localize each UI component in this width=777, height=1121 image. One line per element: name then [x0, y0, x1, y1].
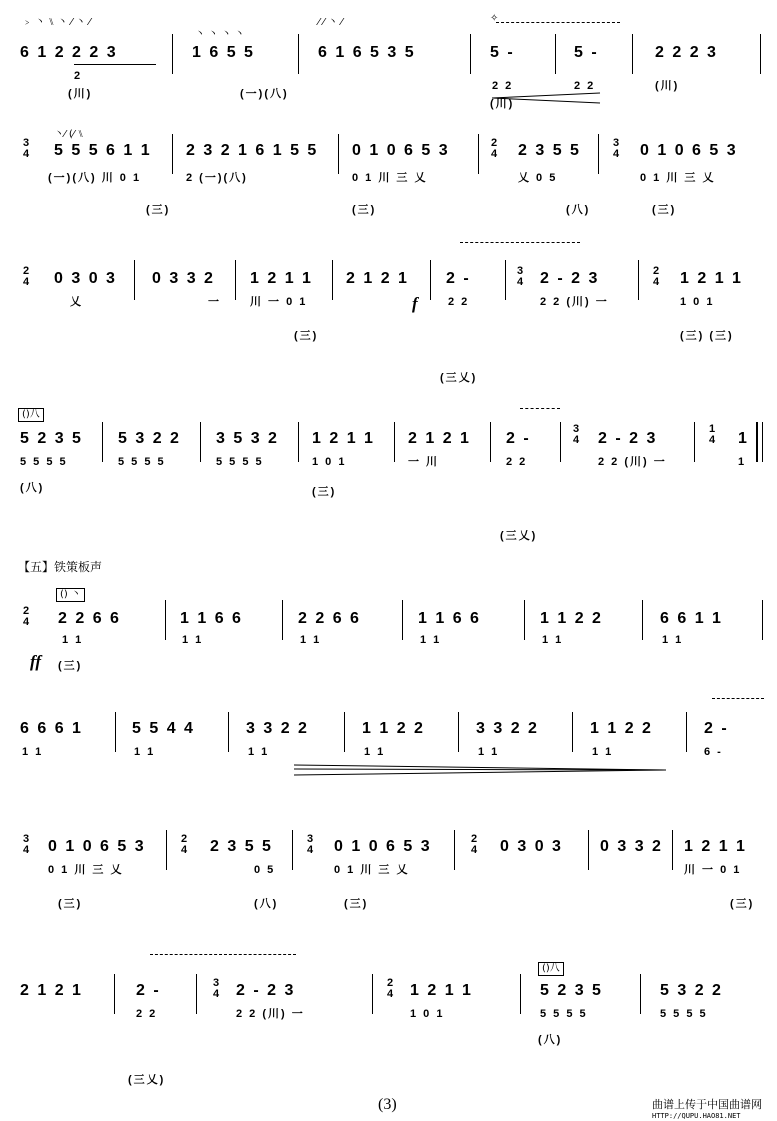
section-bracket: 【五】 — [18, 560, 55, 574]
measure-5-extra: (八) — [538, 1034, 563, 1046]
time-signature-3-4: 3 4 — [212, 977, 220, 1000]
measure-2-upper: 2 3 2 1 6 1 5 5 — [186, 142, 319, 159]
star-mark: ✧ — [490, 13, 499, 24]
measure-4-upper: 1 1 2 2 — [362, 720, 425, 737]
time-signature-2-4: 2 4 — [386, 977, 394, 1000]
double-barline-thin — [762, 422, 763, 462]
measure-4-lower: 1 0 1 — [312, 456, 347, 468]
barline — [572, 712, 573, 752]
tremolo-dashed-line — [496, 22, 620, 23]
measure-3-upper: 2 - 2 3 — [236, 982, 296, 999]
measure-1-upper: 5 5 5 6 1 1 — [54, 142, 152, 159]
measure-3-lower: 1 1 — [300, 634, 322, 646]
measure-5-upper: 0 1 0 6 5 3 — [640, 142, 738, 159]
dynamic-fortissimo: ff — [30, 652, 42, 671]
measure-1-extra: (三) — [58, 660, 83, 672]
time-signature-3-4: 3 4 — [22, 833, 30, 856]
measure-3-upper: 6 1 6 5 3 5 — [318, 44, 416, 61]
measure-6-upper: 2 2 2 3 — [655, 44, 718, 61]
tremolo-dashed-line — [520, 408, 560, 409]
measure-6-upper: 1 2 1 1 — [684, 838, 747, 855]
measure-3-lower: 川 一 0 1 — [250, 296, 308, 308]
watermark-url: HTTP://QUPU.HAO81.NET — [652, 1112, 741, 1120]
barline — [672, 830, 673, 870]
barline — [228, 712, 229, 752]
measure-8-upper: 1 — [738, 430, 749, 447]
barline — [598, 134, 599, 174]
measure-4-upper: 2 1 2 1 — [346, 270, 409, 287]
time-signature-2-4: 2 4 — [470, 833, 478, 856]
barline — [762, 600, 763, 640]
measure-3-lower: 0 1 川 三 乂 — [352, 172, 428, 184]
measure-6-lower: 1 1 — [662, 634, 684, 646]
barline — [394, 422, 395, 462]
barline — [588, 830, 589, 870]
measure-4-lower: 乂 0 5 — [518, 172, 558, 184]
measure-2-lower: 2 (一)(八) — [186, 172, 248, 184]
measure-6-upper: 2 - 2 3 — [540, 270, 600, 287]
measure-2-upper: 1 6 5 5 — [192, 44, 255, 61]
barline — [638, 260, 639, 300]
measure-5-extra: (三乂) — [440, 372, 478, 384]
measure-3-lower: 0 1 川 三 乂 — [334, 864, 410, 876]
barline — [134, 260, 135, 300]
boxed-mark-2: () 丶 — [56, 588, 85, 602]
decrescendo-hairpin — [294, 764, 668, 776]
barline — [372, 974, 373, 1014]
barline — [642, 600, 643, 640]
measure-7-upper: 2 - 2 3 — [598, 430, 658, 447]
measure-2-lower: 0 5 — [254, 864, 276, 876]
measure-1-upper: 6 6 6 1 — [20, 720, 83, 737]
barline — [490, 422, 491, 462]
measure-6-extra: (三) — [730, 898, 755, 910]
measure-4-lower: 1 1 — [420, 634, 442, 646]
section-title: 铁策板声 — [54, 560, 103, 574]
time-signature-2-4: 2 4 — [22, 605, 30, 628]
measure-5-upper: 0 3 3 2 — [600, 838, 663, 855]
measure-5-lower: 1 1 — [478, 746, 500, 758]
barline — [332, 260, 333, 300]
barline — [470, 34, 471, 74]
measure-6-upper: 5 3 2 2 — [660, 982, 723, 999]
barline — [166, 830, 167, 870]
barline — [478, 134, 479, 174]
measure-2-extra: (一)(八) — [240, 88, 289, 100]
time-signature-3-4: 3 4 — [572, 423, 580, 446]
time-signature-3-4: 3 4 — [306, 833, 314, 856]
measure-1-upper: 5 2 3 5 — [20, 430, 83, 447]
measure-2-lower: 5 5 5 5 — [118, 456, 166, 468]
barline — [344, 712, 345, 752]
measure-6-lower: 1 1 — [592, 746, 614, 758]
barline — [560, 422, 561, 462]
measure-1-lower: 0 1 川 三 乂 — [48, 864, 124, 876]
measure-5-lower: 2 2 — [448, 296, 470, 308]
measure-3-lower: 5 5 5 5 — [216, 456, 264, 468]
measure-1-lower: 2 — [74, 70, 83, 82]
measure-2-upper: 5 5 4 4 — [132, 720, 195, 737]
time-signature-3-4: 3 4 — [516, 265, 524, 288]
measure-1-upper: 0 3 0 3 — [54, 270, 117, 287]
barline — [200, 422, 201, 462]
barline — [524, 600, 525, 640]
measure-6-lower: 2 2 (川) 一 — [540, 296, 609, 308]
barline — [694, 422, 695, 462]
measure-5-lower: 2 2 — [574, 80, 596, 92]
measure-7-lower: 6 - — [704, 746, 723, 758]
measure-3-extra: (三) — [352, 204, 377, 216]
measure-3-extra: (三) — [344, 898, 369, 910]
decrescendo-hairpin — [492, 92, 602, 104]
barline — [102, 422, 103, 462]
barline — [172, 34, 173, 74]
measure-1-lower: (一)(八) 川 0 1 — [48, 172, 142, 184]
measure-5-extra: (三) — [652, 204, 677, 216]
measure-6-extra: (川) — [655, 80, 680, 92]
system-8 — [0, 946, 777, 1086]
time-signature-3-4: 3 4 — [22, 137, 30, 160]
barline — [282, 600, 283, 640]
measure-3-upper: 1 2 1 1 — [250, 270, 313, 287]
barline — [505, 260, 506, 300]
section-heading — [18, 558, 102, 575]
measure-3-upper: 2 2 6 6 — [298, 610, 361, 627]
measure-5-upper: 5 - — [574, 44, 599, 61]
measure-6-upper: 1 1 2 2 — [590, 720, 653, 737]
barline — [555, 34, 556, 74]
measure-1-upper: 2 2 6 6 — [58, 610, 121, 627]
measure-2-lower: 1 1 — [134, 746, 156, 758]
boxed-mark-1: ()八 — [18, 408, 44, 422]
measure-7-upper: 2 - — [704, 720, 729, 737]
barline — [686, 712, 687, 752]
measure-2-upper: 2 - — [136, 982, 161, 999]
barline — [172, 134, 173, 174]
measure-5-lower: 5 5 5 5 — [540, 1008, 588, 1020]
barline — [196, 974, 197, 1014]
measure-4-extra: (八) — [566, 204, 591, 216]
measure-1-lower: 5 5 5 5 — [20, 456, 68, 468]
system-7 — [0, 812, 777, 922]
measure-6-lower: 5 5 5 5 — [660, 1008, 708, 1020]
measure-6-upper: 2 - — [506, 430, 531, 447]
measure-3-upper: 0 1 0 6 5 3 — [334, 838, 432, 855]
barline — [402, 600, 403, 640]
measure-1-upper: 2 1 2 1 — [20, 982, 83, 999]
measure-2-extra: (八) — [254, 898, 279, 910]
barline — [458, 712, 459, 752]
measure-2-lower: 2 2 — [136, 1008, 158, 1020]
measure-1-lower: 1 1 — [62, 634, 84, 646]
time-signature-2-4: 2 4 — [22, 265, 30, 288]
system-6 — [0, 694, 777, 794]
measure-2-upper: 5 3 2 2 — [118, 430, 181, 447]
barline — [454, 830, 455, 870]
measure-4-upper: 5 - — [490, 44, 515, 61]
measure-5-upper: 3 3 2 2 — [476, 720, 539, 737]
measure-6-lower: 2 2 — [506, 456, 528, 468]
measure-4-upper: 1 2 1 1 — [410, 982, 473, 999]
system-5 — [0, 584, 777, 684]
measure-4-upper: 1 1 6 6 — [418, 610, 481, 627]
time-signature-2-4: 2 4 — [180, 833, 188, 856]
barline — [632, 34, 633, 74]
measure-5-lower: 1 1 — [542, 634, 564, 646]
watermark-text: 曲谱上传于中国曲谱网 — [652, 1098, 762, 1111]
measure-2-upper: 0 3 3 2 — [152, 270, 215, 287]
measure-4-extra: (三) — [312, 486, 337, 498]
time-signature-2-4: 2 4 — [490, 137, 498, 160]
measure-2-lower: 1 1 — [182, 634, 204, 646]
measure-1-extra: (三) — [58, 898, 83, 910]
double-barline — [756, 422, 758, 462]
measure-4-lower: 1 0 1 — [410, 1008, 445, 1020]
measure-5-lower: 0 1 川 三 乂 — [640, 172, 716, 184]
measure-6-extra: (三乂) — [500, 530, 538, 542]
measure-1-upper: 0 1 0 6 5 3 — [48, 838, 146, 855]
beam — [74, 64, 156, 65]
barline — [292, 830, 293, 870]
measure-5-upper: 1 1 2 2 — [540, 610, 603, 627]
measure-4-upper: 0 3 0 3 — [500, 838, 563, 855]
barline — [298, 34, 299, 74]
barline — [235, 260, 236, 300]
measure-5-upper: 5 2 3 5 — [540, 982, 603, 999]
measure-2-extra: (三乂) — [128, 1074, 166, 1086]
measure-7-upper: 1 2 1 1 — [680, 270, 743, 287]
barline — [760, 34, 761, 74]
measure-7-lower: 2 2 (川) 一 — [598, 456, 667, 468]
measure-4-lower: 1 1 — [364, 746, 386, 758]
measure-5-upper: 2 - — [446, 270, 471, 287]
measure-3-upper: 3 3 2 2 — [246, 720, 309, 737]
barline — [115, 712, 116, 752]
measure-1-extra: (三) — [146, 204, 171, 216]
time-signature-3-4: 3 4 — [612, 137, 620, 160]
measure-2-lower: 一 — [208, 296, 221, 308]
measure-4-upper: 1 2 1 1 — [312, 430, 375, 447]
page-number: (3) — [378, 1096, 397, 1113]
measure-1-extra: (八) — [20, 482, 45, 494]
measure-5-lower: 一 川 — [408, 456, 440, 468]
measure-5-upper: 2 1 2 1 — [408, 430, 471, 447]
system-1 — [0, 13, 777, 110]
measure-4-lower: 2 2 — [492, 80, 514, 92]
measure-7-extra: (三) (三) — [680, 330, 734, 342]
tremolo-dashed-line — [460, 242, 580, 243]
barline — [640, 974, 641, 1014]
measure-4-upper: 2 3 5 5 — [518, 142, 581, 159]
system-4 — [0, 402, 777, 552]
barline — [430, 260, 431, 300]
measure-6-lower: 川 一 0 1 — [684, 864, 742, 876]
measure-3-upper: 0 1 0 6 5 3 — [352, 142, 450, 159]
measure-1-upper: 6 1 2 2 2 3 — [20, 44, 118, 61]
measure-7-lower: 1 0 1 — [680, 296, 715, 308]
measure-2-upper: 1 1 6 6 — [180, 610, 243, 627]
tremolo-dashed-line — [150, 954, 296, 955]
fermata-dashed-line — [712, 698, 764, 699]
measure-3-lower: 1 1 — [248, 746, 270, 758]
measure-1-lower: 乂 — [70, 296, 83, 308]
system-2 — [0, 122, 777, 222]
measure-3-upper: 3 5 3 2 — [216, 430, 279, 447]
measure-3-lower: 2 2 (川) 一 — [236, 1008, 305, 1020]
measure-6-upper: 6 6 1 1 — [660, 610, 723, 627]
barline — [338, 134, 339, 174]
measure-2-upper: 2 3 5 5 — [210, 838, 273, 855]
time-signature-1-4: 1 4 — [708, 423, 716, 446]
measure-1-lower: 1 1 — [22, 746, 44, 758]
barline — [520, 974, 521, 1014]
slur-marks: ⁄ ⁄ 丶 ⁄ — [318, 17, 343, 28]
articulation-marks: 丶⁄ (⁄ ⑊ — [54, 129, 84, 140]
system-3 — [0, 238, 777, 388]
measure-8-lower: 1 — [738, 456, 747, 468]
barline — [114, 974, 115, 1014]
measure-4-extra: (川) — [490, 98, 515, 110]
boxed-mark-3: ()八 — [538, 962, 564, 976]
articulation-marks: ﹥ 丶 ⑊ 丶 ⁄ 丶 ⁄ — [22, 17, 91, 28]
time-signature-2-4: 2 4 — [652, 265, 660, 288]
barline — [165, 600, 166, 640]
articulation-marks: 丶 丶 丶 丶 — [195, 29, 245, 40]
barline — [298, 422, 299, 462]
measure-3-extra: (三) — [294, 330, 319, 342]
measure-1-extra: (川) — [68, 88, 93, 100]
dynamic-forte: f — [412, 294, 418, 313]
